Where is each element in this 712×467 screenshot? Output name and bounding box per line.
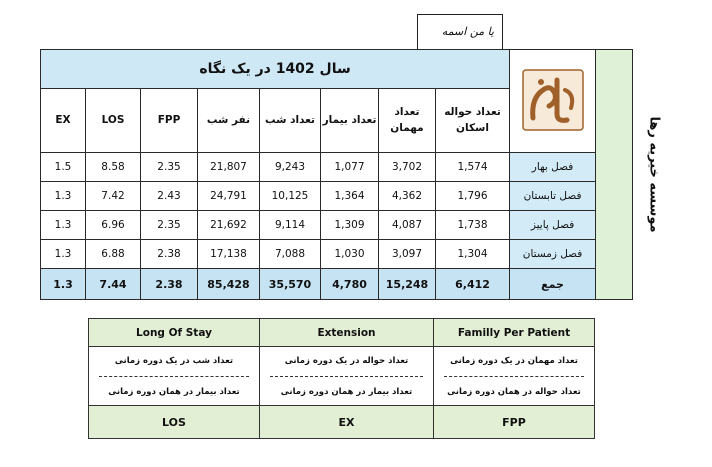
- header-ex: EX: [41, 89, 86, 153]
- yearly-stats-table: [40, 49, 662, 300]
- metrics-legend-table: [88, 318, 595, 439]
- cell-ex: 1.3: [41, 211, 86, 240]
- total-row: [41, 269, 633, 300]
- cell-patients: 1,030: [321, 240, 379, 269]
- cell-person-nights: 17,138: [198, 240, 260, 269]
- side-label-cell: [596, 50, 662, 300]
- legend-formula-los: [89, 347, 260, 406]
- cell-patients: 1,309: [321, 211, 379, 240]
- cell-nights: 10,125: [260, 182, 321, 211]
- total-housing-vouchers: 6,412: [436, 269, 510, 300]
- cell-housing-vouchers: 1,738: [436, 211, 510, 240]
- note-line-1: یا من اسمه: [441, 25, 494, 38]
- cell-fpp: 2.38: [141, 240, 198, 269]
- legend-formula-fpp: [434, 347, 595, 406]
- cell-guests: 3,702: [379, 153, 436, 182]
- legend-abbr-fpp: FPP: [434, 406, 595, 439]
- formula-numerator: تعداد مهمان در یک دوره زمانی: [450, 355, 578, 366]
- legend-abbr-los: LOS: [89, 406, 260, 439]
- cell-patients: 1,077: [321, 153, 379, 182]
- cell-housing-vouchers: 1,796: [436, 182, 510, 211]
- table-row: [41, 153, 633, 182]
- header-fpp: FPP: [141, 89, 198, 153]
- total-ex: 1.3: [41, 269, 86, 300]
- cell-fpp: 2.35: [141, 153, 198, 182]
- cell-fpp: 2.43: [141, 182, 198, 211]
- legend-header-los: Long Of Stay: [89, 319, 260, 347]
- cell-housing-vouchers: 1,574: [436, 153, 510, 182]
- formula-numerator: تعداد شب در یک دوره زمانی: [114, 355, 234, 366]
- legend-formula-ex: [260, 347, 434, 406]
- formula-numerator: تعداد حواله در یک دوره زمانی: [284, 355, 409, 366]
- header-los: LOS: [86, 89, 141, 153]
- table-row: [41, 211, 633, 240]
- total-patients: 4,780: [321, 269, 379, 300]
- row-label-summer: فصل تابستان: [510, 182, 596, 211]
- table-row: [41, 182, 633, 211]
- total-fpp: 2.38: [141, 269, 198, 300]
- legend-header-ex: Extension: [260, 319, 434, 347]
- cell-guests: 4,362: [379, 182, 436, 211]
- row-label-spring: فصل بهار: [510, 153, 596, 182]
- logo-cell: [510, 50, 596, 153]
- cell-nights: 9,114: [260, 211, 321, 240]
- cell-person-nights: 21,807: [198, 153, 260, 182]
- cell-los: 6.96: [86, 211, 141, 240]
- header-housing-vouchers: تعداد حواله اسکان: [436, 89, 510, 153]
- cell-ex: 1.5: [41, 153, 86, 182]
- cell-guests: 3,097: [379, 240, 436, 269]
- cell-los: 6.88: [86, 240, 141, 269]
- header-patients: تعداد بیمار: [321, 89, 379, 153]
- table-row: [41, 240, 633, 269]
- total-guests: 15,248: [379, 269, 436, 300]
- raha-logo-icon: [521, 68, 585, 132]
- cell-person-nights: 24,791: [198, 182, 260, 211]
- formula-denominator: تعداد بیمار در همان دوره زمانی: [108, 386, 240, 397]
- formula-denominator: تعداد بیمار در همان دوره زمانی: [280, 386, 413, 397]
- row-label-winter: فصل زمستان: [510, 240, 596, 269]
- total-nights: 35,570: [260, 269, 321, 300]
- header-guests: تعداد مهمان: [379, 89, 436, 153]
- cell-patients: 1,364: [321, 182, 379, 211]
- side-label: موسسه خیریه رها: [646, 116, 662, 233]
- cell-housing-vouchers: 1,304: [436, 240, 510, 269]
- total-los: 7.44: [86, 269, 141, 300]
- cell-nights: 7,088: [260, 240, 321, 269]
- cell-guests: 4,087: [379, 211, 436, 240]
- legend-header-fpp: Familly Per Patient: [434, 319, 595, 347]
- total-label: جمع: [510, 269, 596, 300]
- cell-nights: 9,243: [260, 153, 321, 182]
- cell-los: 8.58: [86, 153, 141, 182]
- table-title: سال 1402 در یک نگاه: [41, 50, 510, 89]
- cell-person-nights: 21,692: [198, 211, 260, 240]
- cell-los: 7.42: [86, 182, 141, 211]
- header-nights: تعداد شب: [260, 89, 321, 153]
- cell-ex: 1.3: [41, 182, 86, 211]
- formula-denominator: تعداد حواله در همان دوره زمانی: [447, 386, 581, 397]
- legend-abbr-ex: EX: [260, 406, 434, 439]
- header-person-nights: نفر شب: [198, 89, 260, 153]
- total-person-nights: 85,428: [198, 269, 260, 300]
- row-label-autumn: فصل پاییز: [510, 211, 596, 240]
- cell-ex: 1.3: [41, 240, 86, 269]
- cell-fpp: 2.35: [141, 211, 198, 240]
